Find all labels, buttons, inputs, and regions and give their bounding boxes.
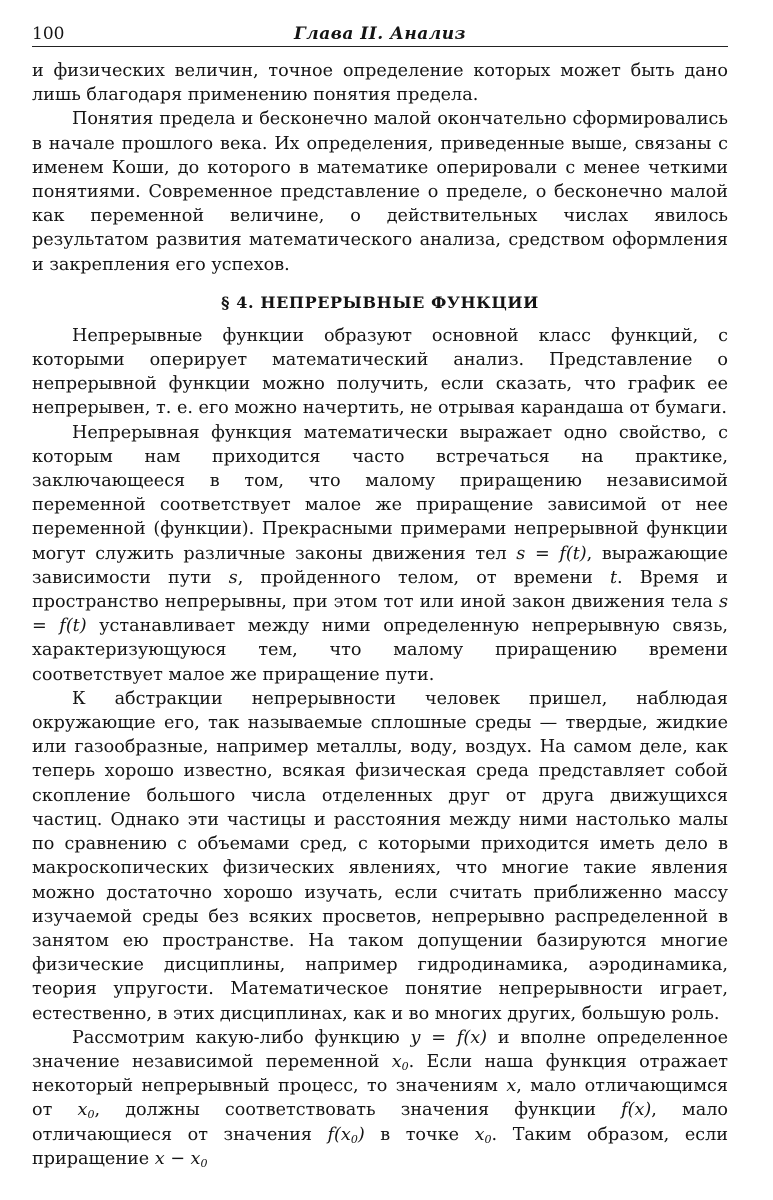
text-run: . Время и пространство непрерывны, при этом тот или иной закон движения тела [32, 567, 728, 613]
paragraph-continuation: и физических величин, точное определение которых может быть дано лишь благодаря применению понятия предела. [32, 61, 728, 106]
subscript-zero: 0 [401, 1059, 409, 1073]
paragraph-continuous-media: К абстракции непрерывности человек пришел, наблюдая окружающие его, так называемые сплошные среды — твердые, жидкие или газообразные, например металлы, воду, воздух. На самом деле, как теперь хорошо известно, всякая физическая среда представляет собой скопление большого числа отделенных друг от друга движущихся частиц. Однако эти частицы и расстояния между ними настолько малы по сравнению с объемами сред, с которыми приходится иметь дело в макроскопических физических явлениях, что многие такие явления можно достаточно хорошо изучать, если считать приближенно массу изучаемой среды без всяких просветов, непрерывно распределенной в занятом ею пространстве. На таком допущении базируются многие физические дисциплины, например гидродинамика, аэродинамика, теория упругости. Математическое понятие непрерывности играет, естественно, в этих дисциплинах, как и во многих других, большую роль. [32, 688, 728, 1024]
paragraph-limits-history: Понятия предела и бесконечно малой окончательно сформировались в начале прошлого века. Их определения, приведенные выше, связаны с именем Коши, до которого в математике оперировали с менее четкими понятиями. Современное представление о пределе, о бесконечно малой как переменной величине, о действительных числах явилось результатом развития математического анализа, средством оформления и закрепления его успехов. [32, 109, 728, 275]
body-text [32, 59, 728, 1171]
subscript-zero: 0 [484, 1132, 492, 1146]
variable-x: x [506, 1076, 517, 1097]
formula-y-eq-f-x: y = f(x) [410, 1027, 488, 1048]
page-number: 100 [32, 24, 65, 44]
formula-s-eq-f-t: s = f(t) [516, 543, 587, 564]
section-heading: § 4. НЕПРЕРЫВНЫЕ ФУНКЦИИ [221, 292, 539, 312]
text-run: и вполне определенное значение независимой переменной [32, 1027, 728, 1072]
paragraph-function-example [32, 1026, 728, 1171]
variable-x0 [78, 1100, 95, 1120]
text-run: . Таким образом, если приращение [32, 1124, 728, 1169]
text-run: . Если наша функция отражает некоторый непрерывный процесс, то значениям [32, 1051, 728, 1097]
subscript-zero: 0 [87, 1108, 95, 1122]
paragraph-continuity-property [32, 421, 728, 687]
variable-x: x [474, 1124, 485, 1145]
closing-paren: ) [357, 1124, 365, 1145]
text-run: , мало отличающимся от [32, 1076, 729, 1121]
variable-x0 [475, 1125, 492, 1145]
formula-x-minus-x0 [155, 1149, 208, 1169]
text-run: , пройденного телом, от времени [237, 567, 610, 588]
header-rule [32, 46, 728, 47]
variable-s: s [228, 567, 238, 588]
text-run: Непрерывная функция математически выражает одно свойство, с которым нам приходится часто встречаться на практике, заключающееся в том, что малому приращению независимой переменной соответствует малое же приращение зависимой от нее переменной (функции). Прекрасными примерами непрерывной функции могут служить различные законы движения тел [32, 422, 728, 564]
variable-x: x [77, 1100, 88, 1121]
variable-x: x [391, 1051, 402, 1072]
book-page [32, 20, 728, 1171]
text-run: , мало отличающиеся от значения [32, 1100, 728, 1145]
text-run: Рассмотрим какую-либо функцию [72, 1027, 411, 1048]
text-run: , выражающие зависимости пути [32, 543, 728, 588]
variable-t: t [609, 567, 618, 588]
formula-part: f(x [327, 1124, 351, 1145]
subscript-zero: 0 [200, 1156, 208, 1170]
text-run: в точке [364, 1124, 475, 1145]
text-run: устанавливает между ними определенную непрерывную связь, характеризующуюся тем, что малому приращению времени соответствует малое же приращение пути. [32, 616, 728, 685]
formula-s-eq-f-t: s = f(t) [32, 592, 728, 637]
paragraph-continuous-functions-intro: Непрерывные функции образуют основной класс функций, с которыми оперирует математический анализ. Представление о непрерывной функции можно получить, если сказать, что график ее непрерывен, т. е. его можно начертить, не отрывая карандаша от бумаги. [32, 325, 728, 419]
text-run: , должны соответствовать значения функции [94, 1100, 622, 1121]
formula-f-x: f(x) [621, 1100, 652, 1121]
formula-f-x0 [328, 1125, 365, 1145]
subscript-zero: 0 [350, 1132, 358, 1146]
variable-x0 [392, 1052, 409, 1072]
chapter-title: Глава II. Анализ [294, 24, 466, 44]
running-head [32, 20, 728, 42]
formula-part: x − x [154, 1148, 201, 1169]
